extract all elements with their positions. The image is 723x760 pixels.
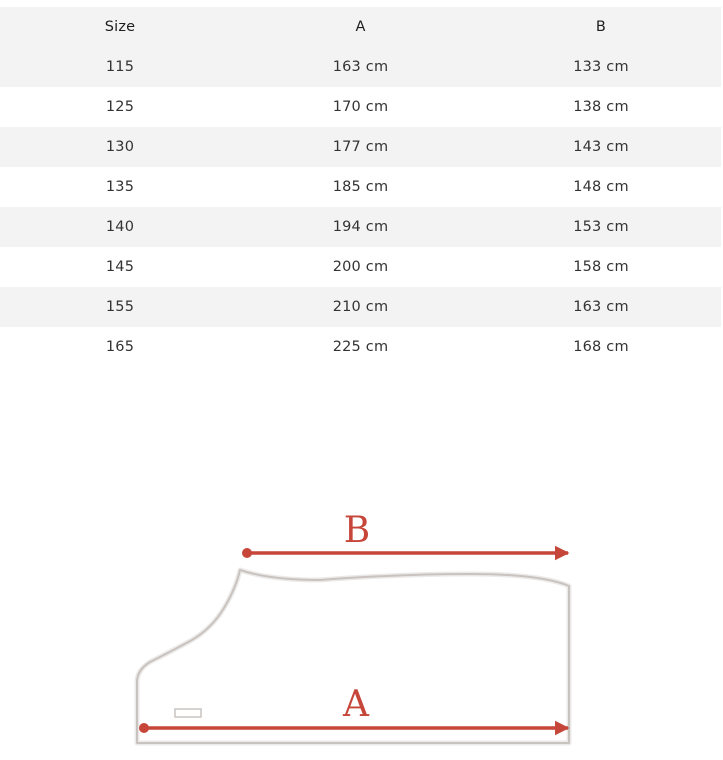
cell-b: 138 cm [573, 99, 629, 115]
cell-size: 165 [105, 339, 135, 355]
rug-label-patch [175, 709, 201, 717]
cell-b: 158 cm [573, 259, 629, 275]
cell-size: 125 [105, 99, 135, 115]
cell-a: 170 cm [332, 99, 389, 115]
cell-size: 135 [105, 179, 135, 195]
cell-a: 210 cm [332, 299, 389, 315]
horse-rug-measurement-diagram [0, 500, 723, 760]
header-a: A [355, 19, 366, 35]
cell-size: 140 [105, 219, 135, 235]
table-row [0, 207, 721, 247]
table-row [0, 87, 721, 127]
cell-size: 145 [105, 259, 135, 275]
header-b: B [595, 19, 607, 35]
cell-size: 155 [105, 299, 135, 315]
size-table [0, 7, 721, 367]
cell-b: 163 cm [573, 299, 629, 315]
cell-a: 185 cm [332, 179, 389, 195]
table-row [0, 127, 721, 167]
cell-b: 153 cm [573, 219, 629, 235]
cell-size: 115 [105, 59, 135, 75]
table-row [0, 287, 721, 327]
table-row [0, 47, 721, 87]
cell-a: 163 cm [332, 59, 389, 75]
cell-a: 200 cm [332, 259, 389, 275]
cell-size: 130 [105, 139, 135, 155]
cell-b: 133 cm [573, 59, 629, 75]
table-row [0, 247, 721, 287]
cell-b: 143 cm [573, 139, 629, 155]
dimension-b-label: B [343, 510, 371, 551]
cell-a: 225 cm [332, 339, 389, 355]
dimension-a-label: A [343, 684, 369, 725]
cell-b: 148 cm [573, 179, 629, 195]
cell-a: 194 cm [332, 219, 389, 235]
table-row [0, 327, 721, 367]
header-size: Size [104, 19, 136, 35]
table-header-row [0, 7, 721, 47]
cell-b: 168 cm [573, 339, 629, 355]
cell-a: 177 cm [332, 139, 389, 155]
table-row [0, 167, 721, 207]
